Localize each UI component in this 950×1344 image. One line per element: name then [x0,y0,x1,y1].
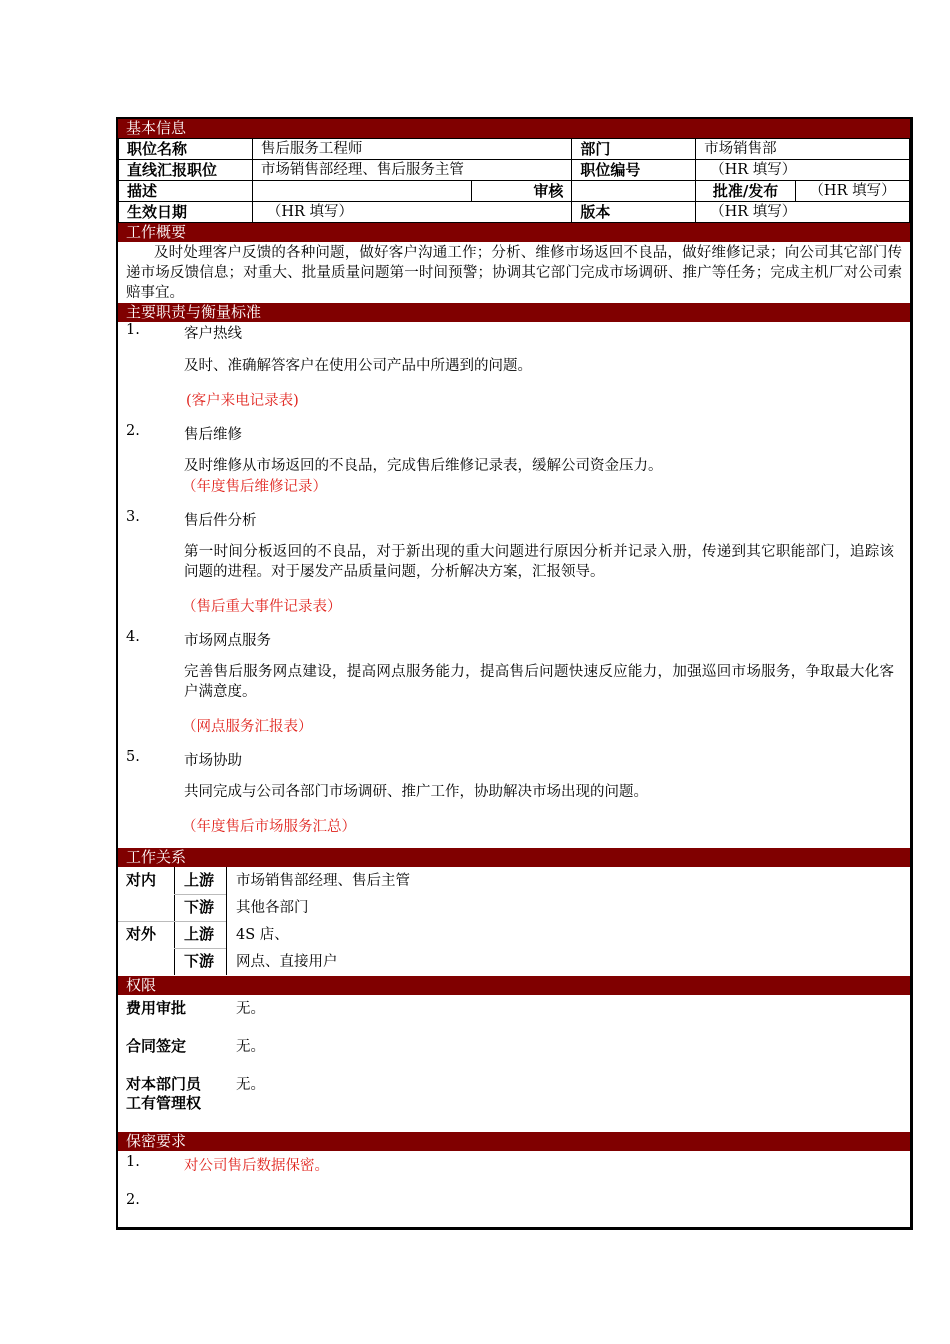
section-header-overview: 工作概要 [118,223,910,242]
duty-5-description: 共同完成与公司各部门市场调研、推广工作，协助解决市场出现的问题。 [184,784,648,800]
duty-2-number: 2. [126,423,140,439]
confidentiality-1-text: 对公司售后数据保密。 [184,1158,329,1174]
relations-row-divider-3 [174,948,226,949]
duty-4-description: 完善售后服务网点建设，提高网点服务能力，提高售后问题快速反应能力，加强巡回市场服务，争取最大化客户满意度。 [184,664,894,700]
position-name-value: 售后服务工程师 [252,139,571,160]
report-to-label: 直线汇报职位 [119,160,253,181]
duty-3-number: 3. [126,509,140,525]
external-label: 对外 [126,925,157,943]
duty-3-description: 第一时间分板返回的不良品，对于新出现的重大问题进行原因分析并记录入册，传递到其它职能部门，追踪该问题的进程。对于屡发产品质量问题，分析解决方案，汇报领导。 [184,544,894,580]
duty-3-record: （售后重大事件记录表） [182,599,342,615]
duty-4-title: 市场网点服务 [184,633,271,649]
basic-info-table [118,138,910,223]
duty-1-number: 1. [126,322,140,338]
duty-1-title: 客户热线 [184,326,242,342]
job-description-document [116,117,913,1230]
duty-5-record: （年度售后市场服务汇总） [182,819,356,835]
duty-5-title: 市场协助 [184,753,242,769]
external-upstream-label: 上游 [184,925,215,943]
duty-3-title: 售后件分析 [184,513,257,529]
internal-downstream-value: 其他各部门 [236,900,309,916]
report-to-value: 市场销售部经理、售后服务主管 [252,160,571,181]
authority-expense-value: 无。 [236,1001,265,1017]
effective-date-value: （HR 填写） [252,202,571,223]
duty-1-record: (客户来电记录表) [186,393,299,409]
position-code-label: 职位编号 [572,160,696,181]
approve-label: 批准/发布 [696,181,796,202]
duty-2-record: （年度售后维修记录） [182,479,327,495]
section-header-confidentiality: 保密要求 [118,1132,910,1151]
internal-upstream-value: 市场销售部经理、售后主管 [236,873,410,889]
relations-row-divider-2 [118,921,226,922]
external-upstream-value: 4S 店、 [236,927,289,943]
section-header-relations: 工作关系 [118,848,910,867]
authority-management-value: 无。 [236,1077,265,1093]
relations-row-divider-1 [174,894,226,895]
authority-expense-label: 费用审批 [126,999,187,1017]
description-label: 描述 [119,181,253,202]
duty-2-title: 售后维修 [184,427,242,443]
version-label: 版本 [572,202,696,223]
confidentiality-1-number: 1. [126,1154,140,1170]
duty-1-description: 及时、准确解答客户在使用公司产品中所遇到的问题。 [184,358,532,374]
duty-2-description: 及时维修从市场返回的不良品，完成售后维修记录表，缓解公司资金压力。 [184,458,663,474]
duty-4-record: （网点服务汇报表） [182,719,313,735]
authority-management-label-line2: 工有管理权 [126,1094,202,1112]
internal-label: 对内 [126,871,157,889]
authority-contract-value: 无。 [236,1039,265,1055]
authority-contract-label: 合同签定 [126,1037,187,1055]
external-downstream-value: 网点、直接用户 [236,954,338,970]
section-header-basic-info: 基本信息 [118,119,910,138]
review-label: 审核 [472,181,572,202]
section-header-authority: 权限 [118,976,910,995]
overview-text: 及时处理客户反馈的各种问题，做好客户沟通工作；分析、维修市场返回不良品，做好维修记录；向公司其它部门传递市场反馈信息；对重大、批量质量问题第一时间预警；协调其它部门完成市场调研、推广等任务；完成主机厂对公司索赔事宜。 [126,245,902,301]
position-name-label: 职位名称 [119,139,253,160]
approve-value: （HR 填写） [796,181,910,202]
department-value: 市场销售部 [696,139,910,160]
position-code-value: （HR 填写） [696,160,910,181]
relations-divider-2 [226,867,227,975]
duty-5-number: 5. [126,749,140,765]
internal-downstream-label: 下游 [184,898,215,916]
description-value [252,181,472,202]
version-value: （HR 填写） [696,202,910,223]
department-label: 部门 [572,139,696,160]
external-downstream-label: 下游 [184,952,215,970]
duty-4-number: 4. [126,629,140,645]
internal-upstream-label: 上游 [184,871,215,889]
section-header-duties: 主要职责与衡量标准 [118,303,910,322]
review-value [572,181,696,202]
effective-date-label: 生效日期 [119,202,253,223]
authority-management-label-line1: 对本部门员 [126,1075,202,1093]
confidentiality-2-number: 2. [126,1192,140,1208]
